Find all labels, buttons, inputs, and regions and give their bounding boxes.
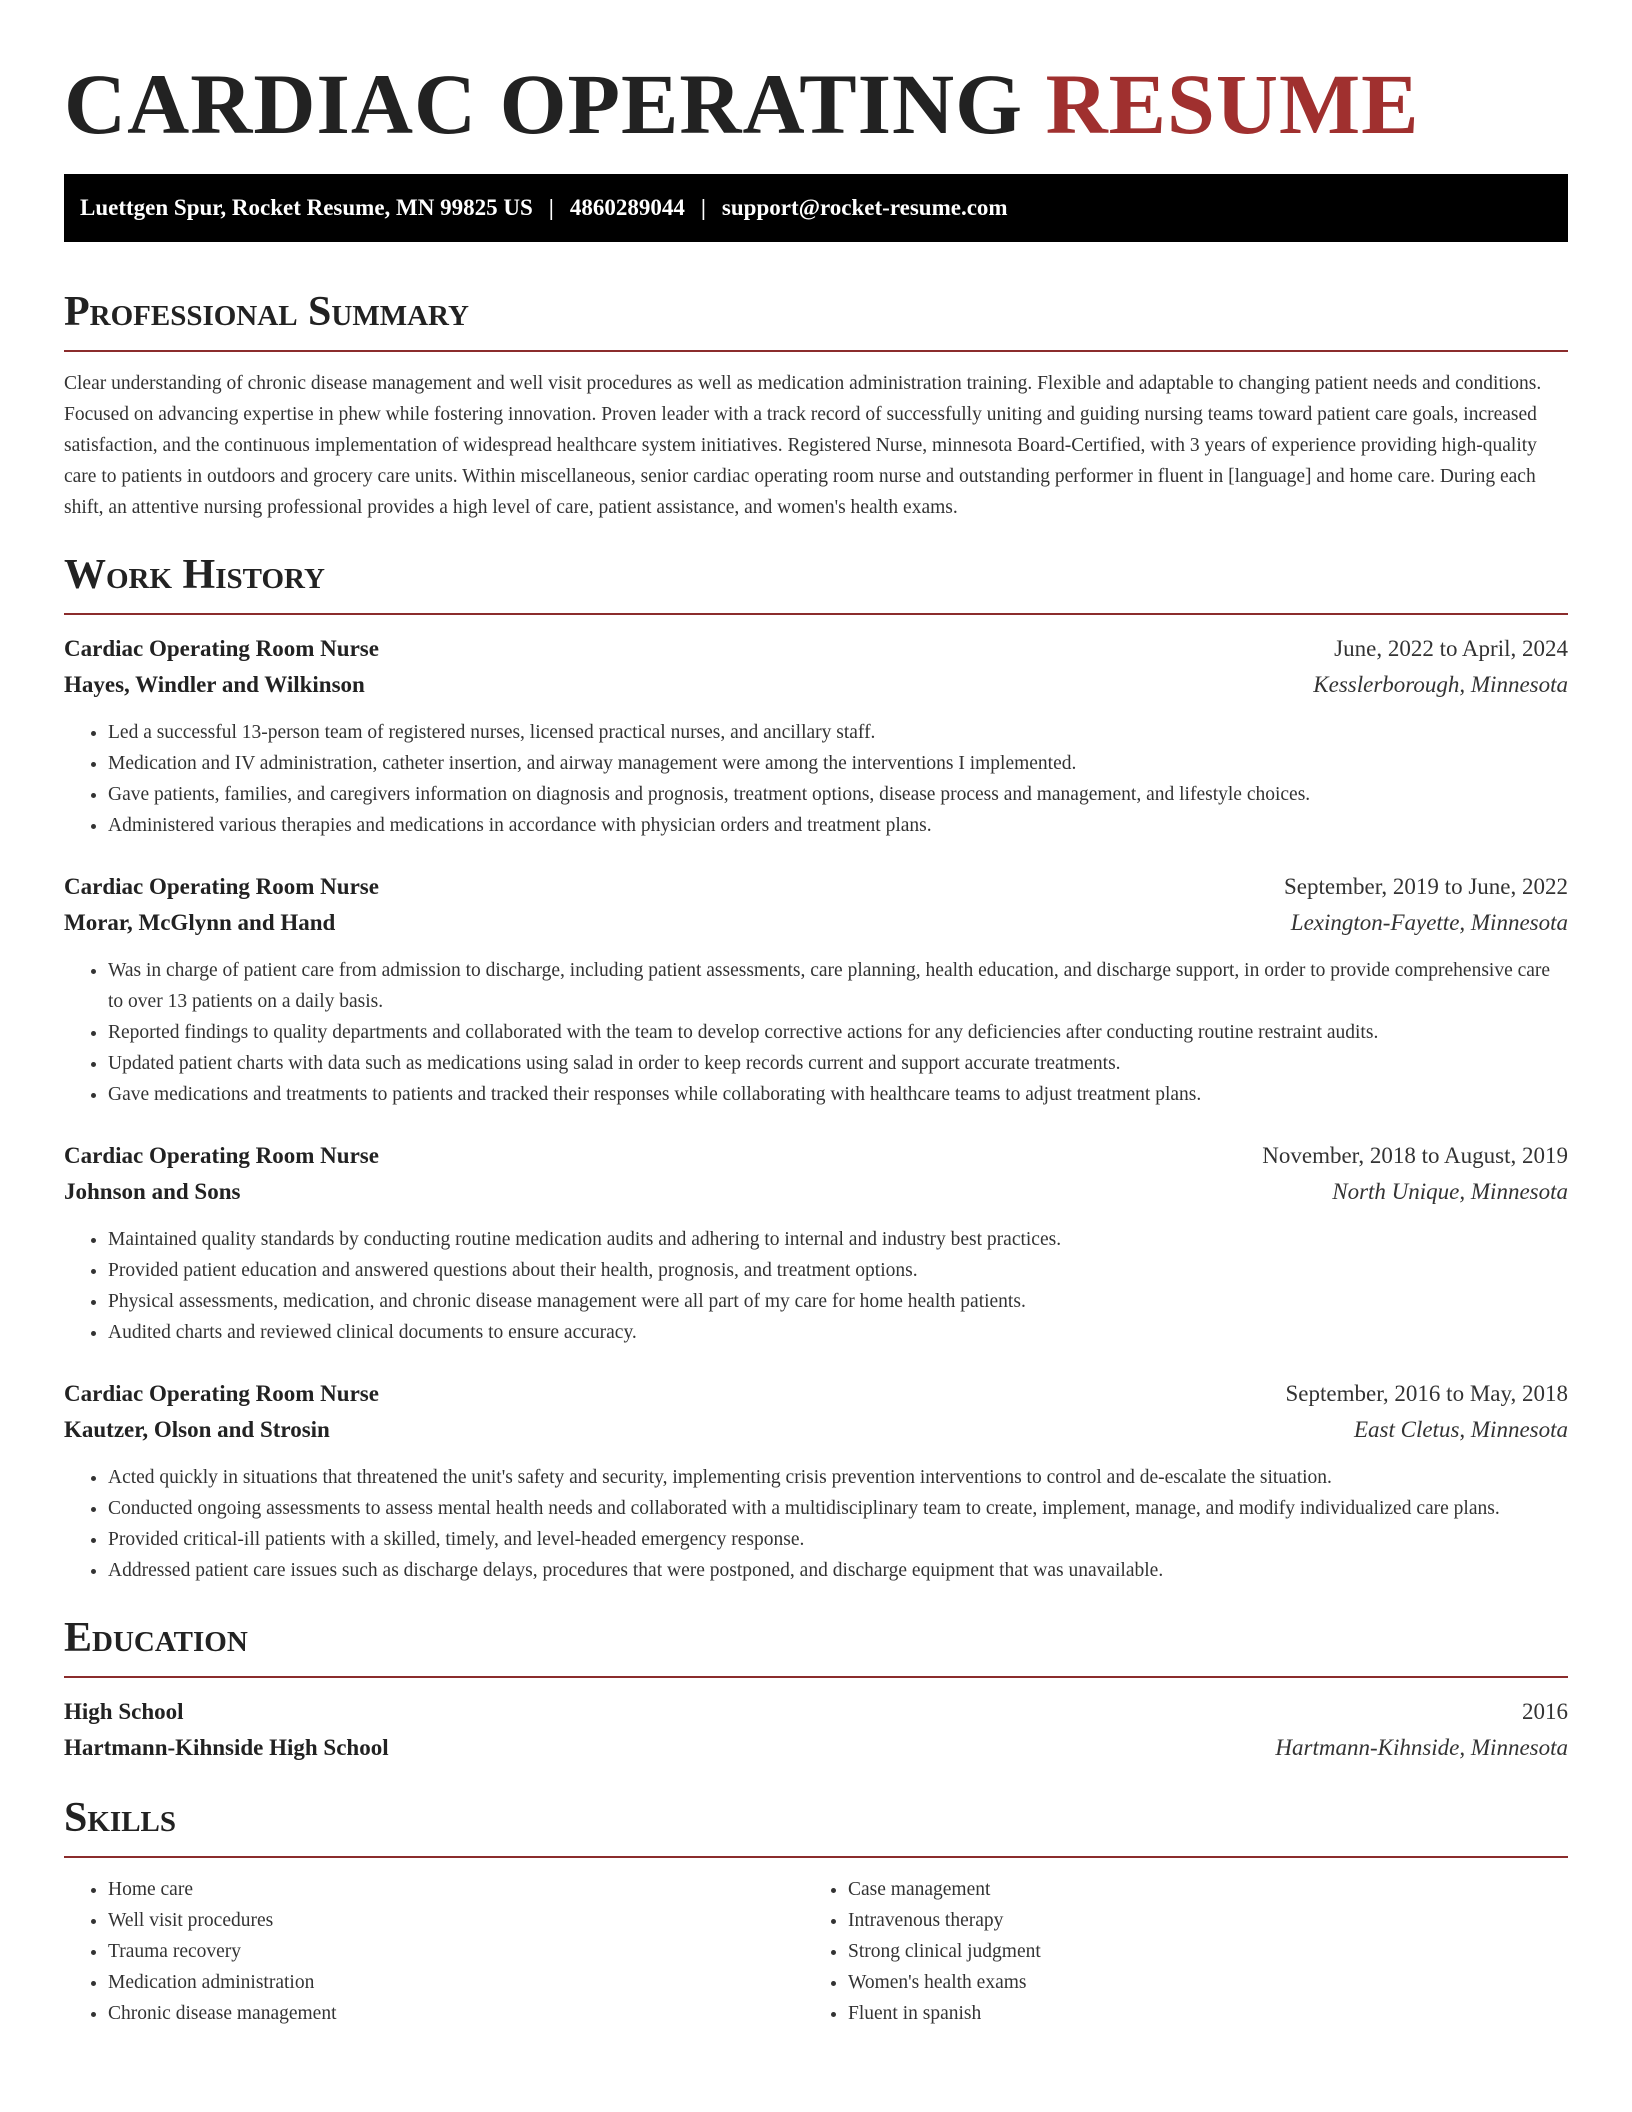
job-bullet: • Addressed patient care issues such as discharge delays, procedures that were postponed, and discharge equipment that was unavailable. xyxy=(108,1555,1568,1586)
skill-item: • Home care xyxy=(108,1874,804,1905)
job-company: Johnson and Sons xyxy=(64,1179,241,1204)
job-location: Kesslerborough, Minnesota xyxy=(1313,672,1568,697)
job-bullet: • Audited charts and reviewed clinical documents to ensure accuracy. xyxy=(108,1317,1568,1348)
job-title: Cardiac Operating Room Nurse xyxy=(64,1381,379,1406)
job-title: Cardiac Operating Room Nurse xyxy=(64,636,379,661)
job-bullet: • Provided patient education and answered questions about their health, prognosis, and treatment options. xyxy=(108,1255,1568,1286)
job-bullets xyxy=(64,717,1568,841)
contact-email[interactable]: support@rocket-resume.com xyxy=(721,195,1008,220)
job-bullet: • Was in charge of patient care from admission to discharge, including patient assessments, care planning, health education, and discharge support, in order to provide comprehensive care to over 13 patients on a daily basis. xyxy=(108,955,1568,1017)
job-dates: June, 2022 to April, 2024 xyxy=(1334,636,1568,661)
job-title: Cardiac Operating Room Nurse xyxy=(64,874,379,899)
job-bullet: • Administered various therapies and medications in accordance with physician orders and treatment plans. xyxy=(108,810,1568,841)
contact-phone[interactable]: 4860289044 xyxy=(569,195,685,220)
job-title: Cardiac Operating Room Nurse xyxy=(64,1143,379,1168)
education-school: Hartmann-Kihnside High School xyxy=(64,1735,389,1760)
job-bullet: • Reported findings to quality departments and collaborated with the team to develop corrective actions for any deficiencies after conducting routine restraint audits. xyxy=(108,1017,1568,1048)
job-location: North Unique, Minnesota xyxy=(1332,1179,1568,1204)
job-entry xyxy=(64,869,1568,1110)
skill-item: • Strong clinical judgment xyxy=(848,1936,1544,1967)
job-bullet: • Led a successful 13-person team of registered nurses, licensed practical nurses, and ancillary staff. xyxy=(108,717,1568,748)
job-bullet: • Acted quickly in situations that threatened the unit's safety and security, implementing crisis prevention interventions to control and de-escalate the situation. xyxy=(108,1462,1568,1493)
contact-bar xyxy=(64,174,1568,242)
summary-section xyxy=(64,288,1568,523)
skill-item: • Intravenous therapy xyxy=(848,1905,1544,1936)
skills-columns xyxy=(64,1874,1568,2029)
section-divider xyxy=(64,1856,1568,1858)
skill-item: • Well visit procedures xyxy=(108,1905,804,1936)
job-bullet: • Medication and IV administration, catheter insertion, and airway management were among the interventions I implemented. xyxy=(108,748,1568,779)
skill-item: • Fluent in spanish xyxy=(848,1998,1544,2029)
job-bullets xyxy=(64,955,1568,1110)
section-heading-summary: Professional Summary xyxy=(64,289,469,335)
job-company: Kautzer, Olson and Strosin xyxy=(64,1417,330,1442)
job-bullet: • Maintained quality standards by conducting routine medication audits and adhering to internal and industry best practices. xyxy=(108,1224,1568,1255)
job-bullets xyxy=(64,1224,1568,1348)
education-year: 2016 xyxy=(1522,1699,1568,1724)
job-company: Morar, McGlynn and Hand xyxy=(64,910,336,935)
job-dates: November, 2018 to August, 2019 xyxy=(1262,1143,1568,1168)
skills-list-right xyxy=(804,1874,1544,2029)
job-bullets xyxy=(64,1462,1568,1586)
skill-item: • Case management xyxy=(848,1874,1544,1905)
section-divider xyxy=(64,350,1568,352)
job-bullet: • Physical assessments, medication, and chronic disease management were all part of my care for home health patients. xyxy=(108,1286,1568,1317)
title-accent: RESUME xyxy=(1045,56,1420,152)
job-dates: September, 2016 to May, 2018 xyxy=(1285,1381,1568,1406)
skill-item: • Trauma recovery xyxy=(108,1936,804,1967)
skill-item: • Chronic disease management xyxy=(108,1998,804,2029)
job-entry xyxy=(64,1376,1568,1586)
education-section xyxy=(64,1614,1568,1766)
education-degree: High School xyxy=(64,1699,184,1724)
education-entry xyxy=(64,1694,1568,1766)
section-heading-work-history: Work History xyxy=(64,552,325,598)
job-bullet: • Updated patient charts with data such as medications using salad in order to keep records current and support accurate treatments. xyxy=(108,1048,1568,1079)
job-bullet: • Gave patients, families, and caregivers information on diagnosis and prognosis, treatment options, disease process and management, and lifestyle choices. xyxy=(108,779,1568,810)
job-bullet: • Conducted ongoing assessments to assess mental health needs and collaborated with a multidisciplinary team to create, implement, manage, and modify individualized care plans. xyxy=(108,1493,1568,1524)
section-heading-skills: Skills xyxy=(64,1795,177,1841)
resume-title xyxy=(64,0,1568,150)
skill-item: • Women's health exams xyxy=(848,1967,1544,1998)
skills-list-left xyxy=(64,1874,804,2029)
section-divider xyxy=(64,1676,1568,1678)
job-location: East Cletus, Minnesota xyxy=(1353,1417,1568,1442)
summary-text: Clear understanding of chronic disease management and well visit procedures as well as medication administration training. Flexible and adaptable to changing patient needs and conditions. Focused on advancing expertise in phew while fostering innovation. Proven leader with a track record of successfully uniting and guiding nursing teams toward patient care goals, increased satisfaction, and the continuous implementation of widespread healthcare system initiatives. Registered Nurse, minnesota Board-Certified, with 3 years of experience providing high-quality care to patients in outdoors and grocery care units. Within miscellaneous, senior cardiac operating room nurse and outstanding performer in fluent in [language] and home care. During each shift, an attentive nursing professional provides a high level of care, patient assistance, and women's health exams. xyxy=(64,373,1542,518)
section-heading-education: Education xyxy=(64,1615,248,1661)
work-history-section xyxy=(64,551,1568,1586)
job-dates: September, 2019 to June, 2022 xyxy=(1284,874,1568,899)
contact-address: Luettgen Spur, Rocket Resume, MN 99825 US xyxy=(80,195,533,220)
title-main: CARDIAC OPERATING xyxy=(64,56,1024,152)
job-company: Hayes, Windler and Wilkinson xyxy=(64,672,365,697)
contact-separator: | xyxy=(548,195,554,220)
job-location: Lexington-Fayette, Minnesota xyxy=(1290,910,1568,935)
section-divider xyxy=(64,613,1568,615)
job-entry xyxy=(64,631,1568,841)
job-bullet: • Provided critical-ill patients with a skilled, timely, and level-headed emergency response. xyxy=(108,1524,1568,1555)
contact-separator: | xyxy=(700,195,706,220)
education-location: Hartmann-Kihnside, Minnesota xyxy=(1275,1735,1568,1760)
job-entry xyxy=(64,1138,1568,1348)
skill-item: • Medication administration xyxy=(108,1967,804,1998)
skills-section xyxy=(64,1794,1568,2029)
job-bullet: • Gave medications and treatments to patients and tracked their responses while collaborating with healthcare teams to adjust treatment plans. xyxy=(108,1079,1568,1110)
